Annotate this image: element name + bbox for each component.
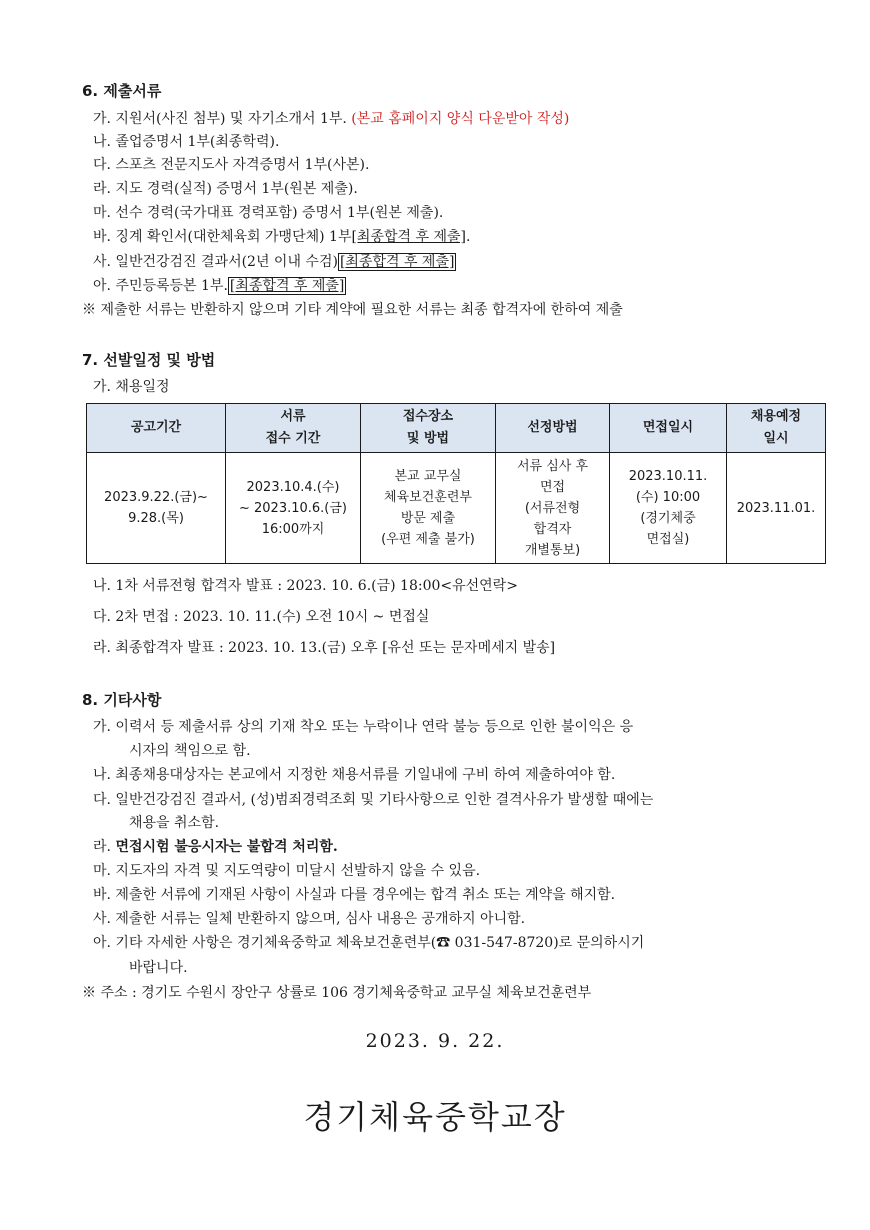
- item-bold-text: 면접시험 불응시자는 불합격 처리함.: [115, 839, 338, 855]
- section-6-item-1: [93, 108, 569, 128]
- section-8-item-a: 가. 이력서 등 제출서류 상의 기재 착오 또는 누락이나 연락 불능 등으로 인한 불이익은 응: [93, 719, 634, 735]
- table-row: [87, 453, 826, 564]
- section-6-item-4: 라. 지도 경력(실적) 증명서 1부(원본 제출).: [93, 181, 358, 197]
- schedule-table: [86, 403, 826, 564]
- item-tail: .: [465, 229, 471, 245]
- section-7-sub-a: 가. 채용일정: [93, 379, 170, 395]
- section-6-item-8: [93, 275, 346, 295]
- item-text: 아. 주민등록등본 1부.: [93, 278, 228, 294]
- table-header-cell: 선정방법: [496, 404, 610, 453]
- section-8-item-d: [93, 836, 338, 856]
- item-underlined-note: [최종합격 후 제출]: [351, 229, 466, 245]
- item-text: 바. 징계 확인서(대한체육회 가맹단체) 1부: [93, 229, 352, 245]
- section-6-heading: 6. 제출서류: [82, 82, 162, 100]
- table-header-cell: 면접일시: [610, 404, 727, 453]
- section-8-item-c: 다. 일반건강검진 결과서, (성)범죄경력조회 및 기타사항으로 인한 결격사유가 발생할 때에는: [93, 792, 654, 808]
- section-8-address: ※ 주소 : 경기도 수원시 장안구 상률로 106 경기체육중학교 교무실 체육보건훈련부: [82, 985, 592, 1001]
- table-cell: 서류 심사 후 면접 (서류전형 합격자 개별통보): [496, 453, 610, 564]
- table-header-cell: 공고기간: [87, 404, 226, 453]
- section-8-item-a-cont: 시자의 책임으로 함.: [129, 743, 251, 759]
- section-7-heading: 7. 선발일정 및 방법: [82, 351, 216, 369]
- table-cell: 2023.10.11. (수) 10:00 (경기체중 면접실): [610, 453, 727, 564]
- section-8-heading: 8. 기타사항: [82, 691, 162, 709]
- section-7-sub-c: 다. 2차 면접 : 2023. 10. 11.(수) 오전 10시 ~ 면접실: [93, 609, 430, 625]
- section-7-sub-b: 나. 1차 서류전형 합격자 발표 : 2023. 10. 6.(금) 18:00<유선연락>: [93, 578, 518, 594]
- table-cell: 2023.10.4.(수) ~ 2023.10.6.(금) 16:00까지: [226, 453, 361, 564]
- section-7-sub-d: 라. 최종합격자 발표 : 2023. 10. 13.(금) 오후 [유선 또는 문자메세지 발송]: [93, 640, 556, 656]
- item-boxed-note: [최종합격 후 제출]: [339, 254, 455, 270]
- table-cell: 2023.11.01.: [727, 453, 826, 564]
- section-8-item-h: 아. 기타 자세한 사항은 경기체육중학교 체육보건훈련부(☎ 031-547-8720)로 문의하시기: [93, 935, 645, 951]
- item-prefix: 라.: [93, 839, 116, 855]
- section-8-item-c-cont: 채용을 취소함.: [129, 815, 220, 831]
- table-cell: 2023.9.22.(금)~ 9.28.(목): [87, 453, 226, 564]
- table-header-cell: 서류 접수 기간: [226, 404, 361, 453]
- table-header-cell: 채용예정 일시: [727, 404, 826, 453]
- section-8-item-f: 바. 제출한 서류에 기재된 사항이 사실과 다를 경우에는 합격 취소 또는 계약을 해지함.: [93, 887, 616, 903]
- item-boxed-note: [최종합격 후 제출]: [229, 278, 345, 294]
- section-8-item-h-cont: 바랍니다.: [129, 960, 188, 976]
- section-8-item-b: 나. 최종채용대상자는 본교에서 지정한 채용서류를 기일내에 구비 하여 제출하여야 함.: [93, 767, 616, 783]
- section-6-item-3: 다. 스포츠 전문지도사 자격증명서 1부(사본).: [93, 157, 370, 173]
- table-cell: 본교 교무실 체육보건훈련부 방문 제출 (우편 제출 불가): [361, 453, 496, 564]
- item-text: 가. 지원서(사진 첨부) 및 자기소개서 1부.: [93, 111, 352, 127]
- table-header-row: [87, 404, 826, 453]
- signature-title: 경기체육중학교장: [303, 1098, 567, 1136]
- item-red-note: (본교 홈페이지 양식 다운받아 작성): [351, 111, 570, 127]
- table-header-cell: 접수장소 및 방법: [361, 404, 496, 453]
- section-6-item-5: 마. 선수 경력(국가대표 경력포함) 증명서 1부(원본 제출).: [93, 205, 444, 221]
- section-8-item-e: 마. 지도자의 자격 및 지도역량이 미달시 선발하지 않을 수 있음.: [93, 863, 481, 879]
- document-date: 2023. 9. 22.: [365, 1030, 505, 1052]
- section-6-note: ※ 제출한 서류는 반환하지 않으며 기타 계약에 필요한 서류는 최종 합격자에 한하여 제출: [82, 302, 623, 318]
- section-8-item-g: 사. 제출한 서류는 일체 반환하지 않으며, 심사 내용은 공개하지 아니함.: [93, 911, 526, 927]
- section-6-item-7: [93, 251, 456, 271]
- item-text: 사. 일반건강검진 결과서(2년 이내 수검): [93, 254, 338, 270]
- section-6-item-2: 나. 졸업증명서 1부(최종학력).: [93, 134, 280, 150]
- section-6-item-6: [93, 226, 470, 246]
